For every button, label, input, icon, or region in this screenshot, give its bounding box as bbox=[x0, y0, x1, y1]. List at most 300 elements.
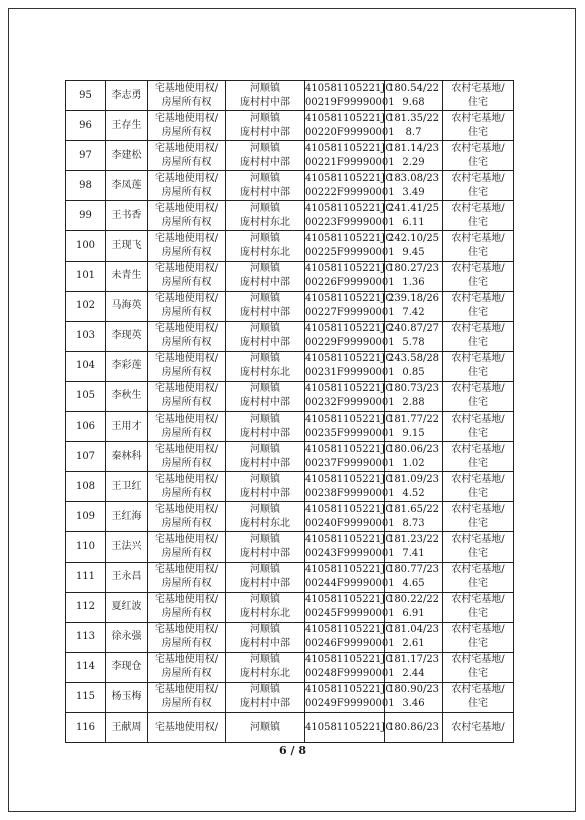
land-use-cell-line: 农村宅基地/ bbox=[451, 413, 505, 425]
seq-cell: 103 bbox=[66, 321, 106, 351]
land-use-cell-line: 住宅 bbox=[468, 427, 488, 439]
seq-cell: 113 bbox=[66, 622, 106, 652]
land-use-cell bbox=[443, 532, 514, 562]
location-cell-line: 庞村村中部 bbox=[240, 156, 290, 168]
unit-code-cell-line: 410581105221JC bbox=[305, 413, 394, 425]
area-cell-line: 8.7 bbox=[405, 126, 422, 138]
location-cell bbox=[226, 351, 305, 381]
location-cell-line: 庞村村中部 bbox=[240, 397, 290, 409]
area-cell-line: 242.10/25 bbox=[387, 233, 440, 245]
area-cell-line: 241.41/25 bbox=[387, 202, 440, 214]
area-cell-line: 4.52 bbox=[402, 487, 425, 499]
name-cell: 李彩莲 bbox=[106, 351, 148, 381]
land-use-cell-line: 农村宅基地/ bbox=[451, 263, 505, 275]
name-cell: 马海英 bbox=[106, 291, 148, 321]
unit-code-cell-line: 00235F99990001 bbox=[305, 427, 395, 439]
area-cell-line: 7.42 bbox=[402, 307, 425, 319]
land-use-cell bbox=[443, 321, 514, 351]
right-type-cell-line: 房屋所有权 bbox=[161, 517, 212, 529]
location-cell-line: 河顺镇 bbox=[250, 383, 280, 395]
unit-code-cell bbox=[305, 351, 395, 381]
name-cell: 杨玉梅 bbox=[106, 682, 148, 712]
location-cell-line: 河顺镇 bbox=[250, 594, 280, 606]
area-cell-line: 181.09/23 bbox=[387, 473, 440, 485]
area-cell-line: 180.86/23 bbox=[387, 721, 440, 733]
area-cell-line: 240.87/27 bbox=[387, 323, 440, 335]
land-use-cell-line: 住宅 bbox=[468, 96, 488, 108]
unit-code-cell-line: 00248F99990001 bbox=[305, 668, 395, 680]
land-use-cell bbox=[443, 291, 514, 321]
unit-code-cell-line: 410581105221JC bbox=[305, 473, 394, 485]
table-row bbox=[66, 81, 514, 111]
location-cell-line: 庞村村中部 bbox=[240, 578, 290, 590]
unit-code-cell bbox=[305, 201, 395, 231]
land-use-cell bbox=[443, 442, 514, 472]
seq-cell: 112 bbox=[66, 592, 106, 622]
unit-code-cell-line: 00222F99990001 bbox=[305, 186, 395, 198]
name-cell: 王存生 bbox=[106, 111, 148, 141]
land-use-cell-line: 农村宅基地/ bbox=[451, 503, 505, 515]
seq-cell: 109 bbox=[66, 502, 106, 532]
location-cell-line: 河顺镇 bbox=[250, 624, 280, 636]
area-cell-line: 180.77/23 bbox=[387, 564, 440, 576]
right-type-cell-line: 宅基地使用权/ bbox=[154, 443, 219, 455]
location-cell-line: 河顺镇 bbox=[250, 233, 280, 245]
unit-code-cell bbox=[305, 261, 395, 291]
table-row bbox=[66, 141, 514, 171]
location-cell-line: 河顺镇 bbox=[250, 202, 280, 214]
unit-code-cell bbox=[305, 532, 395, 562]
table-row bbox=[66, 682, 514, 712]
land-use-cell-line: 农村宅基地/ bbox=[451, 293, 505, 305]
land-use-cell-line: 农村宅基地/ bbox=[451, 594, 505, 606]
right-type-cell-line: 宅基地使用权/ bbox=[154, 654, 219, 666]
table-row bbox=[66, 412, 514, 442]
location-cell-line: 庞村村中部 bbox=[240, 457, 290, 469]
area-cell-line: 181.23/22 bbox=[387, 533, 440, 545]
name-cell: 夏红波 bbox=[106, 592, 148, 622]
seq-cell: 110 bbox=[66, 532, 106, 562]
right-type-cell bbox=[148, 622, 226, 652]
unit-code-cell bbox=[305, 291, 395, 321]
unit-code-cell-line: 410581105221JC bbox=[305, 353, 394, 365]
unit-code-cell-line: 00245F99990001 bbox=[305, 608, 395, 620]
right-type-cell bbox=[148, 712, 226, 742]
land-use-cell-line: 农村宅基地/ bbox=[451, 564, 505, 576]
land-use-cell-line: 农村宅基地/ bbox=[451, 112, 505, 124]
unit-code-cell-line: 410581105221JC bbox=[305, 654, 394, 666]
location-cell bbox=[226, 171, 305, 201]
location-cell-line: 庞村村中部 bbox=[240, 126, 290, 138]
seq-cell: 96 bbox=[66, 111, 106, 141]
location-cell bbox=[226, 442, 305, 472]
unit-code-cell-line: 00232F99990001 bbox=[305, 397, 395, 409]
table-row bbox=[66, 381, 514, 411]
right-type-cell-line: 宅基地使用权/ bbox=[154, 564, 219, 576]
land-use-cell bbox=[443, 562, 514, 592]
unit-code-cell-line: 410581105221JC bbox=[305, 263, 394, 275]
seq-cell: 105 bbox=[66, 381, 106, 411]
seq-cell: 114 bbox=[66, 652, 106, 682]
right-type-cell bbox=[148, 201, 226, 231]
right-type-cell bbox=[148, 412, 226, 442]
right-type-cell bbox=[148, 171, 226, 201]
area-cell-line: 181.14/23 bbox=[387, 142, 440, 154]
name-cell: 李凤莲 bbox=[106, 171, 148, 201]
unit-code-cell bbox=[305, 111, 395, 141]
seq-cell: 101 bbox=[66, 261, 106, 291]
location-cell-line: 河顺镇 bbox=[250, 323, 280, 335]
seq-cell: 111 bbox=[66, 562, 106, 592]
land-use-cell-line: 住宅 bbox=[468, 638, 488, 650]
table-row bbox=[66, 351, 514, 381]
right-type-cell-line: 房屋所有权 bbox=[161, 156, 212, 168]
location-cell bbox=[226, 652, 305, 682]
land-use-cell-line: 住宅 bbox=[468, 216, 488, 228]
unit-code-cell-line: 410581105221JC bbox=[305, 503, 394, 515]
right-type-cell bbox=[148, 141, 226, 171]
land-use-cell-line: 住宅 bbox=[468, 247, 488, 259]
area-cell-line: 4.65 bbox=[402, 578, 425, 590]
location-cell-line: 庞村村东北 bbox=[240, 216, 290, 228]
location-cell bbox=[226, 532, 305, 562]
location-cell-line: 庞村村中部 bbox=[240, 277, 290, 289]
land-use-cell-line: 住宅 bbox=[468, 277, 488, 289]
area-cell-line: 183.08/23 bbox=[387, 172, 440, 184]
unit-code-cell-line: 410581105221JC bbox=[305, 293, 394, 305]
land-use-cell-line: 农村宅基地/ bbox=[451, 82, 505, 94]
unit-code-cell-line: 410581105221JC bbox=[305, 82, 394, 94]
seq-cell: 115 bbox=[66, 682, 106, 712]
location-cell bbox=[226, 381, 305, 411]
area-cell-line: 2.88 bbox=[402, 397, 425, 409]
right-type-cell-line: 房屋所有权 bbox=[161, 96, 212, 108]
unit-code-cell-line: 00229F99990001 bbox=[305, 337, 395, 349]
location-cell-line: 河顺镇 bbox=[250, 112, 280, 124]
right-type-cell-line: 房屋所有权 bbox=[161, 126, 212, 138]
right-type-cell bbox=[148, 321, 226, 351]
area-cell-line: 180.27/23 bbox=[387, 263, 440, 275]
unit-code-cell bbox=[305, 592, 395, 622]
area-cell-line: 180.06/23 bbox=[387, 443, 440, 455]
land-use-cell-line: 农村宅基地/ bbox=[451, 353, 505, 365]
area-cell-line: 239.18/26 bbox=[387, 293, 440, 305]
name-cell: 李志勇 bbox=[106, 81, 148, 111]
location-cell-line: 河顺镇 bbox=[250, 293, 280, 305]
unit-code-cell-line: 00223F99990001 bbox=[305, 216, 395, 228]
right-type-cell-line: 房屋所有权 bbox=[161, 186, 212, 198]
right-type-cell-line: 房屋所有权 bbox=[161, 247, 212, 259]
name-cell: 王用才 bbox=[106, 412, 148, 442]
area-cell-line: 181.35/22 bbox=[387, 112, 440, 124]
unit-code-cell bbox=[305, 412, 395, 442]
name-cell: 李建松 bbox=[106, 141, 148, 171]
land-use-cell-line: 住宅 bbox=[468, 307, 488, 319]
unit-code-cell bbox=[305, 141, 395, 171]
right-type-cell bbox=[148, 502, 226, 532]
unit-code-cell-line: 410581105221JC bbox=[305, 142, 394, 154]
right-type-cell-line: 宅基地使用权/ bbox=[154, 624, 219, 636]
name-cell: 王献周 bbox=[106, 712, 148, 742]
right-type-cell-line: 宅基地使用权/ bbox=[154, 112, 219, 124]
unit-code-cell bbox=[305, 171, 395, 201]
unit-code-cell-line: 410581105221JC bbox=[305, 684, 394, 696]
right-type-cell-line: 宅基地使用权/ bbox=[154, 172, 219, 184]
name-cell: 李现英 bbox=[106, 321, 148, 351]
right-type-cell-line: 房屋所有权 bbox=[161, 307, 212, 319]
table-row bbox=[66, 291, 514, 321]
location-cell-line: 庞村村中部 bbox=[240, 427, 290, 439]
unit-code-cell-line: 00238F99990001 bbox=[305, 487, 395, 499]
right-type-cell bbox=[148, 111, 226, 141]
unit-code-cell bbox=[305, 321, 395, 351]
right-type-cell-line: 宅基地使用权/ bbox=[154, 684, 219, 696]
land-use-cell-line: 农村宅基地/ bbox=[451, 323, 505, 335]
land-use-cell bbox=[443, 712, 514, 742]
unit-code-cell-line: 00240F99990001 bbox=[305, 517, 395, 529]
right-type-cell bbox=[148, 442, 226, 472]
location-cell-line: 庞村村东北 bbox=[240, 608, 290, 620]
table-row bbox=[66, 442, 514, 472]
page-number: 6 / 8 bbox=[279, 744, 306, 757]
unit-code-cell bbox=[305, 682, 395, 712]
right-type-cell bbox=[148, 231, 226, 261]
land-use-cell bbox=[443, 201, 514, 231]
unit-code-cell-line: 00221F99990001 bbox=[305, 156, 395, 168]
seq-cell: 98 bbox=[66, 171, 106, 201]
land-use-cell-line: 住宅 bbox=[468, 367, 488, 379]
location-cell-line: 河顺镇 bbox=[250, 172, 280, 184]
location-cell-line: 庞村村中部 bbox=[240, 337, 290, 349]
location-cell-line: 庞村村中部 bbox=[240, 186, 290, 198]
land-use-cell bbox=[443, 381, 514, 411]
table-row bbox=[66, 201, 514, 231]
location-cell bbox=[226, 321, 305, 351]
location-cell-line: 庞村村中部 bbox=[240, 547, 290, 559]
land-use-cell-line: 住宅 bbox=[468, 126, 488, 138]
area-cell-line: 1.02 bbox=[402, 457, 425, 469]
area-cell-line: 7.41 bbox=[402, 547, 425, 559]
right-type-cell-line: 宅基地使用权/ bbox=[154, 533, 219, 545]
right-type-cell-line: 房屋所有权 bbox=[161, 547, 212, 559]
name-cell: 秦林科 bbox=[106, 442, 148, 472]
location-cell bbox=[226, 412, 305, 442]
land-use-cell-line: 住宅 bbox=[468, 186, 488, 198]
land-use-cell-line: 住宅 bbox=[468, 337, 488, 349]
unit-code-cell bbox=[305, 231, 395, 261]
land-use-cell bbox=[443, 351, 514, 381]
area-cell-line: 181.17/23 bbox=[387, 654, 440, 666]
right-type-cell-line: 房屋所有权 bbox=[161, 608, 212, 620]
right-type-cell-line: 房屋所有权 bbox=[161, 638, 212, 650]
table-row bbox=[66, 261, 514, 291]
table-row bbox=[66, 472, 514, 502]
land-use-cell-line: 住宅 bbox=[468, 547, 488, 559]
unit-code-cell-line: 410581105221JC bbox=[305, 112, 394, 124]
unit-code-cell-line: 410581105221JC bbox=[305, 233, 394, 245]
unit-code-cell bbox=[305, 381, 395, 411]
location-cell bbox=[226, 81, 305, 111]
seq-cell: 100 bbox=[66, 231, 106, 261]
land-use-cell-line: 住宅 bbox=[468, 668, 488, 680]
unit-code-cell bbox=[305, 652, 395, 682]
unit-code-cell-line: 00237F99990001 bbox=[305, 457, 395, 469]
area-cell-line: 1.36 bbox=[402, 277, 425, 289]
right-type-cell-line: 房屋所有权 bbox=[161, 397, 212, 409]
right-type-cell bbox=[148, 592, 226, 622]
table-row bbox=[66, 712, 514, 742]
location-cell-line: 河顺镇 bbox=[250, 443, 280, 455]
land-use-cell bbox=[443, 652, 514, 682]
location-cell-line: 河顺镇 bbox=[250, 142, 280, 154]
area-cell-line: 6.91 bbox=[402, 608, 425, 620]
land-use-cell-line: 农村宅基地/ bbox=[451, 721, 505, 733]
land-use-cell-line: 农村宅基地/ bbox=[451, 202, 505, 214]
land-use-cell bbox=[443, 261, 514, 291]
right-type-cell-line: 房屋所有权 bbox=[161, 578, 212, 590]
area-cell-line: 180.54/22 bbox=[387, 82, 440, 94]
unit-code-cell bbox=[305, 562, 395, 592]
unit-code-cell bbox=[305, 502, 395, 532]
right-type-cell-line: 宅基地使用权/ bbox=[154, 413, 219, 425]
right-type-cell-line: 房屋所有权 bbox=[161, 427, 212, 439]
name-cell: 王红海 bbox=[106, 502, 148, 532]
location-cell-line: 庞村村东北 bbox=[240, 517, 290, 529]
land-use-cell-line: 农村宅基地/ bbox=[451, 172, 505, 184]
area-cell-line: 181.77/22 bbox=[387, 413, 440, 425]
unit-code-cell-line: 00226F99990001 bbox=[305, 277, 395, 289]
name-cell: 未青生 bbox=[106, 261, 148, 291]
right-type-cell bbox=[148, 351, 226, 381]
right-type-cell bbox=[148, 652, 226, 682]
right-type-cell bbox=[148, 291, 226, 321]
right-type-cell-line: 房屋所有权 bbox=[161, 457, 212, 469]
location-cell-line: 河顺镇 bbox=[250, 263, 280, 275]
area-cell-line: 6.11 bbox=[402, 216, 425, 228]
location-cell bbox=[226, 562, 305, 592]
right-type-cell-line: 宅基地使用权/ bbox=[154, 233, 219, 245]
location-cell bbox=[226, 472, 305, 502]
land-use-cell bbox=[443, 622, 514, 652]
land-use-cell-line: 农村宅基地/ bbox=[451, 533, 505, 545]
location-cell bbox=[226, 682, 305, 712]
land-use-cell-line: 住宅 bbox=[468, 698, 488, 710]
table-row bbox=[66, 652, 514, 682]
right-type-cell-line: 房屋所有权 bbox=[161, 216, 212, 228]
land-use-cell-line: 农村宅基地/ bbox=[451, 684, 505, 696]
land-use-cell bbox=[443, 141, 514, 171]
land-use-cell-line: 农村宅基地/ bbox=[451, 624, 505, 636]
name-cell: 王现飞 bbox=[106, 231, 148, 261]
unit-code-cell-line: 00220F99990001 bbox=[305, 126, 395, 138]
seq-cell: 97 bbox=[66, 141, 106, 171]
seq-cell: 95 bbox=[66, 81, 106, 111]
name-cell: 王法兴 bbox=[106, 532, 148, 562]
unit-code-cell-line: 00244F99990001 bbox=[305, 578, 395, 590]
land-use-cell bbox=[443, 111, 514, 141]
location-cell-line: 庞村村东北 bbox=[240, 247, 290, 259]
table-row bbox=[66, 111, 514, 141]
area-cell-line: 9.68 bbox=[402, 96, 425, 108]
unit-code-cell bbox=[305, 622, 395, 652]
right-type-cell bbox=[148, 682, 226, 712]
land-use-cell bbox=[443, 682, 514, 712]
area-cell-line: 180.90/23 bbox=[387, 684, 440, 696]
land-use-cell-line: 住宅 bbox=[468, 608, 488, 620]
right-type-cell-line: 宅基地使用权/ bbox=[154, 202, 219, 214]
name-cell: 王卫红 bbox=[106, 472, 148, 502]
right-type-cell bbox=[148, 562, 226, 592]
land-rights-table bbox=[65, 80, 514, 743]
location-cell bbox=[226, 141, 305, 171]
table-row bbox=[66, 562, 514, 592]
location-cell bbox=[226, 712, 305, 742]
land-use-cell bbox=[443, 472, 514, 502]
location-cell bbox=[226, 592, 305, 622]
unit-code-cell-line: 410581105221JC bbox=[305, 624, 394, 636]
area-cell-line: 0.85 bbox=[402, 367, 425, 379]
area-cell-line: 9.15 bbox=[402, 427, 425, 439]
table-row bbox=[66, 502, 514, 532]
location-cell-line: 河顺镇 bbox=[250, 654, 280, 666]
table-row bbox=[66, 321, 514, 351]
seq-cell: 106 bbox=[66, 412, 106, 442]
area-cell-line: 2.29 bbox=[402, 156, 425, 168]
location-cell-line: 河顺镇 bbox=[250, 413, 280, 425]
location-cell bbox=[226, 291, 305, 321]
location-cell-line: 河顺镇 bbox=[250, 721, 280, 733]
right-type-cell-line: 房屋所有权 bbox=[161, 698, 212, 710]
location-cell-line: 庞村村中部 bbox=[240, 307, 290, 319]
unit-code-cell-line: 410581105221JC bbox=[305, 323, 394, 335]
unit-code-cell-line: 410581105221JC bbox=[305, 172, 394, 184]
location-cell bbox=[226, 231, 305, 261]
seq-cell: 116 bbox=[66, 712, 106, 742]
seq-cell: 102 bbox=[66, 291, 106, 321]
right-type-cell-line: 房屋所有权 bbox=[161, 668, 212, 680]
location-cell-line: 河顺镇 bbox=[250, 503, 280, 515]
unit-code-cell bbox=[305, 472, 395, 502]
unit-code-cell-line: 410581105221JC bbox=[305, 594, 394, 606]
area-cell-line: 2.44 bbox=[402, 668, 425, 680]
table-row bbox=[66, 622, 514, 652]
unit-code-cell-line: 410581105221JC bbox=[305, 533, 394, 545]
unit-code-cell bbox=[305, 712, 394, 742]
right-type-cell-line: 宅基地使用权/ bbox=[154, 473, 219, 485]
right-type-cell-line: 宅基地使用权/ bbox=[154, 383, 219, 395]
unit-code-cell-line: 00243F99990001 bbox=[305, 547, 395, 559]
location-cell-line: 河顺镇 bbox=[250, 353, 280, 365]
area-cell-line: 243.58/28 bbox=[387, 353, 440, 365]
location-cell-line: 庞村村中部 bbox=[240, 638, 290, 650]
right-type-cell bbox=[148, 472, 226, 502]
seq-cell: 107 bbox=[66, 442, 106, 472]
land-use-cell bbox=[443, 171, 514, 201]
unit-code-cell-line: 410581105221JC bbox=[305, 564, 394, 576]
right-type-cell-line: 宅基地使用权/ bbox=[154, 503, 219, 515]
land-use-cell-line: 住宅 bbox=[468, 487, 488, 499]
location-cell bbox=[226, 502, 305, 532]
unit-code-cell-line: 00225F99990001 bbox=[305, 247, 395, 259]
seq-cell: 108 bbox=[66, 472, 106, 502]
right-type-cell-line: 房屋所有权 bbox=[161, 337, 212, 349]
land-use-cell-line: 农村宅基地/ bbox=[451, 233, 505, 245]
land-use-cell-line: 农村宅基地/ bbox=[451, 473, 505, 485]
name-cell: 王永昌 bbox=[106, 562, 148, 592]
area-cell-line: 181.04/23 bbox=[387, 624, 440, 636]
unit-code-cell-line: 00227F99990001 bbox=[305, 307, 395, 319]
location-cell bbox=[226, 201, 305, 231]
